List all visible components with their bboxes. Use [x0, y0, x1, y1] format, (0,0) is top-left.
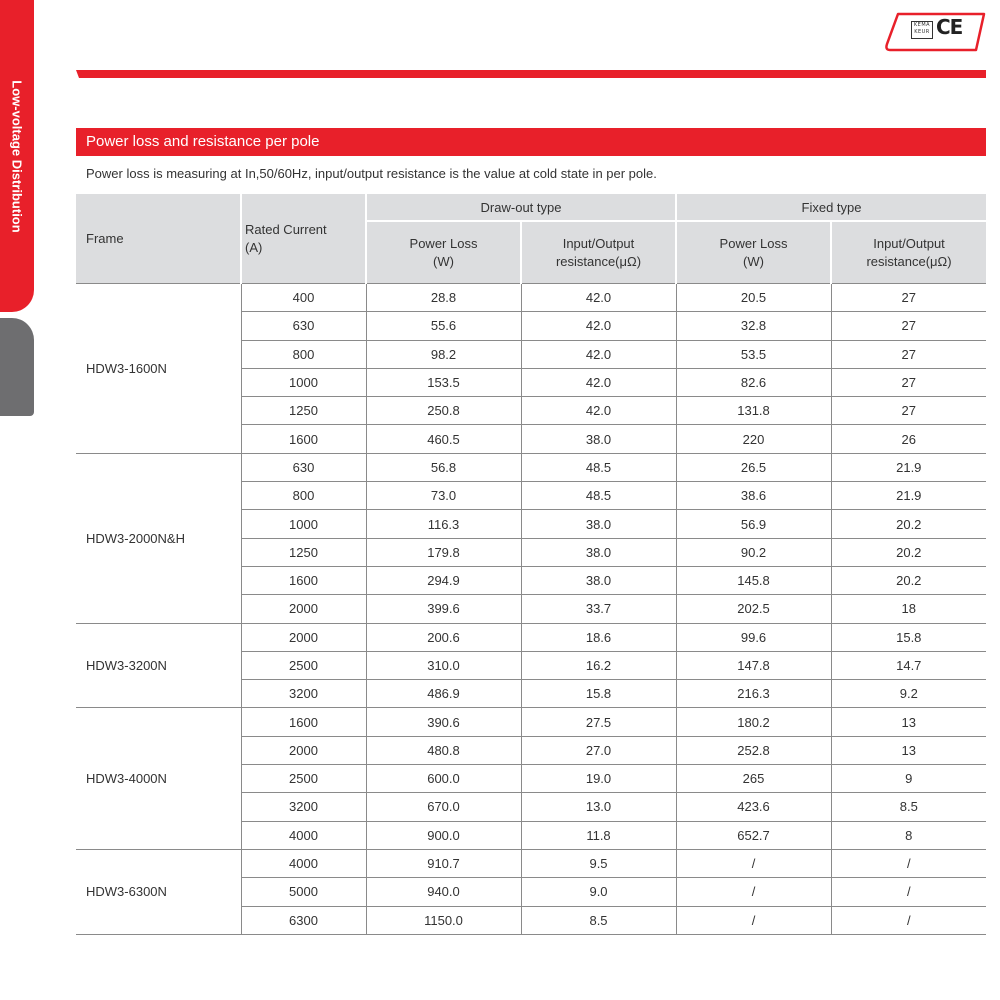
drawout-resistance-cell: 38.0 [521, 538, 676, 566]
fixed-power-loss-cell: / [676, 849, 831, 877]
drawout-resistance-cell: 19.0 [521, 765, 676, 793]
fixed-resistance-cell: / [831, 906, 986, 934]
ce-mark-logo: CE [936, 15, 963, 39]
side-tab-label-wrap [0, 0, 34, 312]
section-title: Power loss and resistance per pole [76, 128, 986, 156]
drawout-resistance-cell: 9.5 [521, 849, 676, 877]
fixed-power-loss-cell: 99.6 [676, 623, 831, 651]
fixed-resistance-cell: 26 [831, 425, 986, 453]
drawout-power-loss-cell: 250.8 [366, 397, 521, 425]
fixed-power-loss-cell: 252.8 [676, 736, 831, 764]
rated-current-cell: 1600 [241, 708, 366, 736]
drawout-power-loss-cell: 153.5 [366, 368, 521, 396]
drawout-power-loss-cell: 200.6 [366, 623, 521, 651]
fixed-power-loss-cell: 423.6 [676, 793, 831, 821]
drawout-power-loss-cell: 179.8 [366, 538, 521, 566]
rated-current-cell: 2500 [241, 651, 366, 679]
secondary-side-tab[interactable] [0, 318, 34, 416]
rated-current-cell: 4000 [241, 821, 366, 849]
rated-current-cell: 800 [241, 340, 366, 368]
fixed-power-loss-cell: 220 [676, 425, 831, 453]
fixed-resistance-cell: 20.2 [831, 538, 986, 566]
fixed-resistance-cell: 14.7 [831, 651, 986, 679]
drawout-resistance-cell: 42.0 [521, 368, 676, 396]
drawout-resistance-cell: 27.0 [521, 736, 676, 764]
drawout-resistance-cell: 27.5 [521, 708, 676, 736]
fixed-resistance-cell: 27 [831, 340, 986, 368]
rated-current-cell: 1000 [241, 510, 366, 538]
fixed-power-loss-cell: 202.5 [676, 595, 831, 623]
fixed-power-loss-cell: 20.5 [676, 284, 831, 312]
rated-current-cell: 3200 [241, 793, 366, 821]
drawout-power-loss-cell: 910.7 [366, 849, 521, 877]
fixed-resistance-cell: 21.9 [831, 482, 986, 510]
table-row [76, 284, 986, 312]
drawout-resistance-cell: 38.0 [521, 510, 676, 538]
side-tab-label: Low-voltage Distribution [9, 79, 25, 233]
drawout-power-loss-cell: 73.0 [366, 482, 521, 510]
drawout-resistance-cell: 18.6 [521, 623, 676, 651]
drawout-power-loss-cell: 55.6 [366, 312, 521, 340]
fixed-resistance-cell: 27 [831, 368, 986, 396]
fixed-resistance-cell: / [831, 878, 986, 906]
drawout-power-loss-cell: 399.6 [366, 595, 521, 623]
fixed-resistance-cell: 27 [831, 397, 986, 425]
fixed-power-loss-cell: 652.7 [676, 821, 831, 849]
drawout-resistance-cell: 13.0 [521, 793, 676, 821]
fixed-resistance-cell: 21.9 [831, 453, 986, 481]
frame-cell: HDW3-3200N [76, 623, 241, 708]
frame-cell: HDW3-2000N&H [76, 453, 241, 623]
fixed-resistance-cell: 13 [831, 708, 986, 736]
header-divider [76, 70, 986, 78]
drawout-power-loss-cell: 390.6 [366, 708, 521, 736]
drawout-resistance-cell: 15.8 [521, 680, 676, 708]
drawout-power-loss-cell: 600.0 [366, 765, 521, 793]
fixed-power-loss-cell: 90.2 [676, 538, 831, 566]
fixed-power-loss-cell: 180.2 [676, 708, 831, 736]
fixed-resistance-cell: 9 [831, 765, 986, 793]
drawout-power-loss-cell: 900.0 [366, 821, 521, 849]
drawout-power-loss-cell: 98.2 [366, 340, 521, 368]
rated-current-cell: 1000 [241, 368, 366, 396]
drawout-power-loss-cell: 116.3 [366, 510, 521, 538]
drawout-power-loss-cell: 310.0 [366, 651, 521, 679]
drawout-resistance-cell: 16.2 [521, 651, 676, 679]
table-row [76, 623, 986, 651]
drawout-power-loss-cell: 1150.0 [366, 906, 521, 934]
fixed-resistance-cell: 20.2 [831, 566, 986, 594]
frame-cell: HDW3-1600N [76, 284, 241, 454]
fixed-resistance-cell: 18 [831, 595, 986, 623]
fixed-power-loss-cell: 38.6 [676, 482, 831, 510]
fixed-power-loss-cell: 131.8 [676, 397, 831, 425]
section-note: Power loss is measuring at In,50/60Hz, input/output resistance is the value at cold state in per pole. [86, 166, 657, 181]
drawout-resistance-cell: 38.0 [521, 425, 676, 453]
drawout-power-loss-cell: 480.8 [366, 736, 521, 764]
fixed-resistance-cell: 27 [831, 312, 986, 340]
rated-current-cell: 400 [241, 284, 366, 312]
header-fixed-power-loss: Power Loss (W) [676, 221, 831, 284]
fixed-resistance-cell: 8 [831, 821, 986, 849]
drawout-resistance-cell: 11.8 [521, 821, 676, 849]
drawout-resistance-cell: 38.0 [521, 566, 676, 594]
table-header [76, 194, 986, 284]
drawout-power-loss-cell: 460.5 [366, 425, 521, 453]
rated-current-cell: 4000 [241, 849, 366, 877]
drawout-power-loss-cell: 294.9 [366, 566, 521, 594]
rated-current-cell: 2000 [241, 736, 366, 764]
drawout-resistance-cell: 42.0 [521, 397, 676, 425]
fixed-resistance-cell: 9.2 [831, 680, 986, 708]
frame-cell: HDW3-4000N [76, 708, 241, 849]
drawout-power-loss-cell: 56.8 [366, 453, 521, 481]
fixed-power-loss-cell: 216.3 [676, 680, 831, 708]
rated-current-cell: 1600 [241, 425, 366, 453]
drawout-resistance-cell: 48.5 [521, 482, 676, 510]
header-fixed-resistance: Input/Output resistance(μΩ) [831, 221, 986, 284]
fixed-resistance-cell: 20.2 [831, 510, 986, 538]
fixed-power-loss-cell: 32.8 [676, 312, 831, 340]
fixed-power-loss-cell: 82.6 [676, 368, 831, 396]
rated-current-cell: 3200 [241, 680, 366, 708]
drawout-resistance-cell: 33.7 [521, 595, 676, 623]
drawout-resistance-cell: 42.0 [521, 312, 676, 340]
header-drawout-resistance: Input/Output resistance(μΩ) [521, 221, 676, 284]
fixed-resistance-cell: / [831, 849, 986, 877]
rated-current-cell: 1250 [241, 538, 366, 566]
rated-current-cell: 630 [241, 453, 366, 481]
kema-keur-logo: KEMA KEUR [911, 21, 933, 39]
fixed-resistance-cell: 8.5 [831, 793, 986, 821]
header-drawout-power-loss: Power Loss (W) [366, 221, 521, 284]
header-frame: Frame [76, 194, 241, 284]
fixed-power-loss-cell: 56.9 [676, 510, 831, 538]
drawout-power-loss-cell: 28.8 [366, 284, 521, 312]
power-loss-table [76, 194, 986, 935]
drawout-power-loss-cell: 486.9 [366, 680, 521, 708]
rated-current-cell: 2000 [241, 623, 366, 651]
fixed-resistance-cell: 15.8 [831, 623, 986, 651]
fixed-power-loss-cell: 53.5 [676, 340, 831, 368]
rated-current-cell: 1600 [241, 566, 366, 594]
fixed-power-loss-cell: 26.5 [676, 453, 831, 481]
rated-current-cell: 630 [241, 312, 366, 340]
fixed-power-loss-cell: 147.8 [676, 651, 831, 679]
rated-current-cell: 5000 [241, 878, 366, 906]
drawout-power-loss-cell: 670.0 [366, 793, 521, 821]
drawout-resistance-cell: 42.0 [521, 340, 676, 368]
fixed-power-loss-cell: 265 [676, 765, 831, 793]
table-body [76, 284, 986, 935]
fixed-power-loss-cell: 145.8 [676, 566, 831, 594]
drawout-power-loss-cell: 940.0 [366, 878, 521, 906]
rated-current-cell: 2500 [241, 765, 366, 793]
fixed-resistance-cell: 13 [831, 736, 986, 764]
drawout-resistance-cell: 9.0 [521, 878, 676, 906]
table-row [76, 849, 986, 877]
rated-current-cell: 6300 [241, 906, 366, 934]
fixed-power-loss-cell: / [676, 878, 831, 906]
fixed-power-loss-cell: / [676, 906, 831, 934]
frame-cell: HDW3-6300N [76, 849, 241, 934]
header-fixed-type: Fixed type [676, 194, 986, 221]
table-row [76, 453, 986, 481]
header-drawout-type: Draw-out type [366, 194, 676, 221]
drawout-resistance-cell: 42.0 [521, 284, 676, 312]
drawout-resistance-cell: 8.5 [521, 906, 676, 934]
table-row [76, 708, 986, 736]
rated-current-cell: 1250 [241, 397, 366, 425]
drawout-resistance-cell: 48.5 [521, 453, 676, 481]
rated-current-cell: 800 [241, 482, 366, 510]
rated-current-cell: 2000 [241, 595, 366, 623]
fixed-resistance-cell: 27 [831, 284, 986, 312]
header-rated-current: Rated Current (A) [241, 194, 366, 284]
